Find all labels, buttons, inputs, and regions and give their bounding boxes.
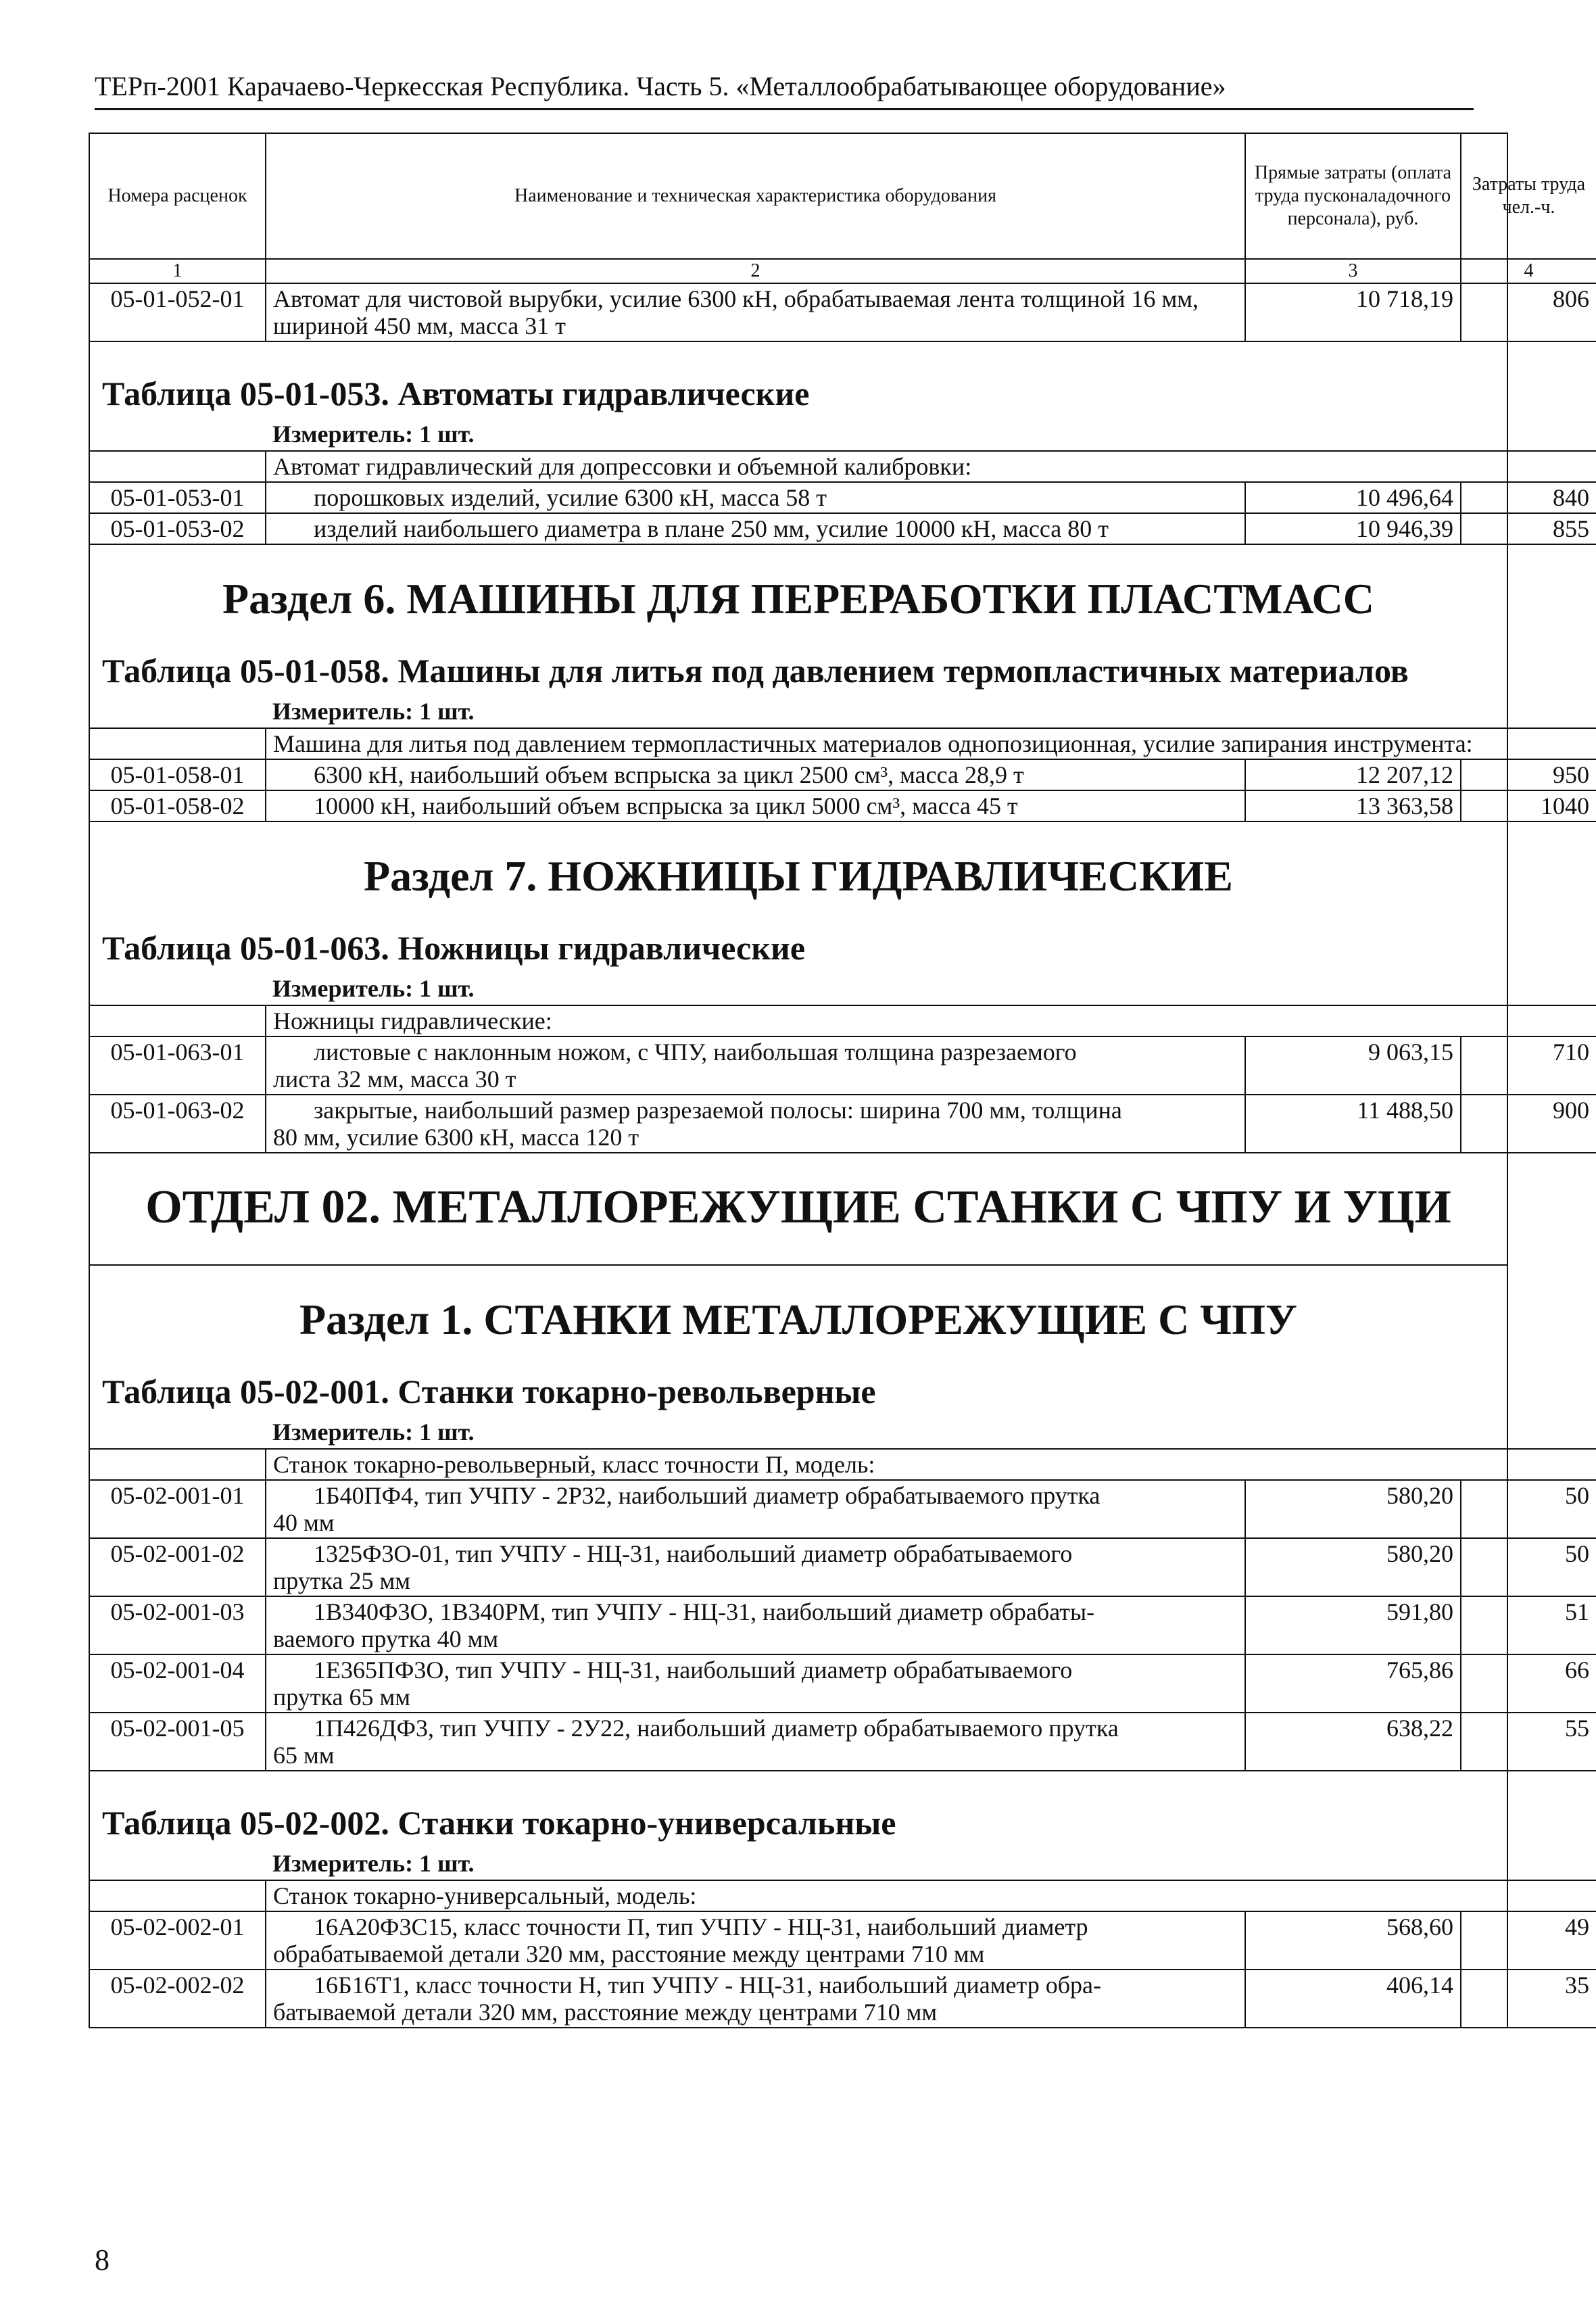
rate-description-first-line: закрытые, наибольший размер разрезаемой полосы: ширина 700 мм, толщина <box>314 1097 1122 1124</box>
table-row <box>90 1036 1596 1095</box>
rate-cost: 10 496,64 <box>1245 482 1461 513</box>
rate-labor: 806 <box>1461 283 1596 341</box>
intro-spacer <box>90 451 266 482</box>
rate-cost: 12 207,12 <box>1245 759 1461 790</box>
rates-table-2002 <box>90 1880 1596 2028</box>
intro-spacer <box>90 1005 266 1036</box>
rate-description-first-line: листовые с наклонным ножом, с ЧПУ, наибольшая толщина разрезаемого <box>314 1039 1077 1066</box>
rate-labor: 50 <box>1461 1480 1596 1538</box>
header-rule <box>95 108 1474 110</box>
unit-of-measure: Измеритель: 1 шт. <box>272 698 475 725</box>
rate-cost: 10 718,19 <box>1245 283 1461 341</box>
intro-spacer <box>90 1449 266 1480</box>
table-title: Таблица 05-01-063. Ножницы гидравлические <box>102 929 806 967</box>
table-row <box>90 790 1596 821</box>
rate-code: 05-02-001-02 <box>90 1538 266 1596</box>
table-intro: Машина для литья под давлением термопластичных материалов однопозиционная, усилие запирания инструмента: <box>266 728 1596 759</box>
rate-labor: 950 <box>1461 759 1596 790</box>
rates-table-053 <box>90 450 1596 545</box>
rate-code: 05-01-052-01 <box>90 283 266 341</box>
rate-cost: 580,20 <box>1245 1538 1461 1596</box>
rate-description-continuation: батываемой детали 320 мм, расстояние между центрами 710 мм <box>273 1999 938 2026</box>
rate-labor: 66 <box>1461 1654 1596 1713</box>
page-number: 8 <box>95 2243 110 2276</box>
rate-labor: 900 <box>1461 1095 1596 1153</box>
intro-spacer <box>90 728 266 759</box>
rate-description <box>266 1654 1245 1713</box>
rate-description-text: изделий наибольшего диаметра в плане 250 мм, усилие 10000 кН, масса 80 т <box>314 515 1109 542</box>
unit-of-measure: Измеритель: 1 шт. <box>272 975 475 1002</box>
rate-cost: 11 488,50 <box>1245 1095 1461 1153</box>
table-row <box>90 759 1596 790</box>
rate-code: 05-02-002-01 <box>90 1911 266 1970</box>
table-row <box>90 283 1596 341</box>
rate-description-first-line: 1Б40ПФ4, тип УЧПУ - 2Р32, наибольший диаметр обрабатываемого прутка <box>314 1482 1101 1509</box>
table-row <box>90 1713 1596 1771</box>
table-title: Таблица 05-02-002. Станки токарно-универсальные <box>102 1804 896 1842</box>
rate-description-text: 6300 кН, наибольший объем вспрыска за цикл 2500 см³, масса 28,9 т <box>314 761 1024 788</box>
table-intro: Станок токарно-револьверный, класс точности П, модель: <box>266 1449 1596 1480</box>
rate-code: 05-02-002-02 <box>90 1970 266 2028</box>
rate-code: 05-02-001-05 <box>90 1713 266 1771</box>
section-title: Раздел 6. МАШИНЫ ДЛЯ ПЕРЕРАБОТКИ ПЛАСТМАСС <box>222 575 1374 623</box>
rate-description <box>266 790 1245 821</box>
rate-cost: 580,20 <box>1245 1480 1461 1538</box>
rates-table-063 <box>90 1005 1596 1153</box>
rate-cost: 765,86 <box>1245 1654 1461 1713</box>
rate-labor: 55 <box>1461 1713 1596 1771</box>
rate-description <box>266 1036 1245 1095</box>
running-header: ТЕРп-2001 Карачаево-Черкесская Республика. Часть 5. «Металлообрабатывающее оборудование» <box>95 71 1226 101</box>
rate-cost: 10 946,39 <box>1245 513 1461 544</box>
rate-labor: 35 <box>1461 1970 1596 2028</box>
column-header-cost: Прямые затраты (оплата труда пусконаладочного персонала), руб. <box>1245 134 1461 259</box>
rate-description <box>266 1911 1245 1970</box>
rate-description <box>266 1596 1245 1654</box>
table-row <box>90 1538 1596 1596</box>
table-row <box>90 1480 1596 1538</box>
rate-cost: 638,22 <box>1245 1713 1461 1771</box>
rate-description <box>266 513 1245 544</box>
table-row <box>90 1970 1596 2028</box>
rate-code: 05-02-001-03 <box>90 1596 266 1654</box>
column-header-labor: Затраты труда чел.-ч. <box>1461 134 1596 259</box>
rate-description <box>266 1095 1245 1153</box>
table-row <box>90 1654 1596 1713</box>
rates-sheet <box>89 133 1590 2028</box>
column-header-name: Наименование и техническая характеристика оборудования <box>266 134 1245 259</box>
rate-labor: 49 <box>1461 1911 1596 1970</box>
table-intro: Станок токарно-универсальный, модель: <box>266 1880 1596 1911</box>
rate-description-first-line: 16Б16Т1, класс точности Н, тип УЧПУ - НЦ-31, наибольший диаметр обра- <box>314 1972 1101 1999</box>
column-number: 1 <box>90 259 266 283</box>
rate-description-continuation: 40 мм <box>273 1509 335 1536</box>
column-number: 4 <box>1461 259 1596 283</box>
rate-labor: 840 <box>1461 482 1596 513</box>
rate-description <box>266 1480 1245 1538</box>
rate-description-continuation: листа 32 мм, масса 30 т <box>273 1066 516 1093</box>
rate-description-continuation: прутка 25 мм <box>273 1567 411 1594</box>
table-title: Таблица 05-01-058. Машины для литья под давлением термопластичных материалов <box>102 652 1409 690</box>
rate-description-first-line: 1325Ф3О-01, тип УЧПУ - НЦ-31, наибольший диаметр обрабатываемого <box>314 1540 1073 1567</box>
rate-labor: 51 <box>1461 1596 1596 1654</box>
table-row <box>90 1095 1596 1153</box>
rates-table-2001 <box>90 1448 1596 1771</box>
rate-description-text: 10000 кН, наибольший объем вспрыска за цикл 5000 см³, масса 45 т <box>314 792 1018 819</box>
table-row <box>90 513 1596 544</box>
rate-code: 05-01-058-02 <box>90 790 266 821</box>
table-row <box>90 1596 1596 1654</box>
column-number: 3 <box>1245 259 1461 283</box>
rate-description-text: порошковых изделий, усилие 6300 кН, масса 58 т <box>314 484 827 511</box>
column-header-code: Номера расценок <box>90 134 266 259</box>
rate-description-continuation: прутка 65 мм <box>273 1684 411 1711</box>
rate-description-first-line: 1В340Ф3О, 1В340РМ, тип УЧПУ - НЦ-31, наибольший диаметр обрабаты- <box>314 1598 1095 1625</box>
rate-description <box>266 1713 1245 1771</box>
rate-description: Автомат для чистовой вырубки, усилие 6300 кН, обрабатываемая лента толщиной 16 мм, шириной 450 мм, масса 31 т <box>266 283 1245 341</box>
unit-of-measure: Измеритель: 1 шт. <box>272 1418 475 1446</box>
rate-code: 05-01-053-01 <box>90 482 266 513</box>
table-intro: Автомат гидравлический для допрессовки и объемной калибровки: <box>266 451 1596 482</box>
rate-labor: 50 <box>1461 1538 1596 1596</box>
table-intro: Ножницы гидравлические: <box>266 1005 1596 1036</box>
column-header-table <box>90 134 1596 342</box>
rate-description-continuation: обрабатываемой детали 320 мм, расстояние между центрами 710 мм <box>273 1940 985 1967</box>
rate-cost: 568,60 <box>1245 1911 1461 1970</box>
rate-code: 05-02-001-01 <box>90 1480 266 1538</box>
table-title: Таблица 05-01-053. Автоматы гидравлические <box>102 375 810 412</box>
rate-labor: 855 <box>1461 513 1596 544</box>
rate-code: 05-02-001-04 <box>90 1654 266 1713</box>
rate-code: 05-01-063-01 <box>90 1036 266 1095</box>
department-title: ОТДЕЛ 02. МЕТАЛЛОРЕЖУЩИЕ СТАНКИ С ЧПУ И УЦИ <box>145 1181 1451 1233</box>
rate-labor: 710 <box>1461 1036 1596 1095</box>
rate-cost: 13 363,58 <box>1245 790 1461 821</box>
rate-labor: 1040 <box>1461 790 1596 821</box>
rate-description <box>266 1970 1245 2028</box>
rate-description-first-line: 1П426ДФ3, тип УЧПУ - 2У22, наибольший диаметр обрабатываемого прутка <box>314 1715 1119 1742</box>
rate-description-continuation: 65 мм <box>273 1742 335 1769</box>
rate-code: 05-01-063-02 <box>90 1095 266 1153</box>
rate-cost: 9 063,15 <box>1245 1036 1461 1095</box>
column-number: 2 <box>266 259 1245 283</box>
rate-cost: 406,14 <box>1245 1970 1461 2028</box>
intro-spacer <box>90 1880 266 1911</box>
rate-description-continuation: ваемого прутка 40 мм <box>273 1625 499 1652</box>
rate-code: 05-01-058-01 <box>90 759 266 790</box>
rates-table-058 <box>90 727 1596 822</box>
rate-description <box>266 482 1245 513</box>
rate-description-continuation: 80 мм, усилие 6300 кН, масса 120 т <box>273 1124 639 1151</box>
table-row <box>90 1911 1596 1970</box>
rate-description <box>266 759 1245 790</box>
rate-code: 05-01-053-02 <box>90 513 266 544</box>
table-row <box>90 482 1596 513</box>
unit-of-measure: Измеритель: 1 шт. <box>272 421 475 448</box>
rate-description <box>266 1538 1245 1596</box>
table-title: Таблица 05-02-001. Станки токарно-револьверные <box>102 1373 876 1410</box>
section-title: Раздел 7. НОЖНИЦЫ ГИДРАВЛИЧЕСКИЕ <box>364 852 1233 900</box>
section-title: Раздел 1. СТАНКИ МЕТАЛЛОРЕЖУЩИЕ С ЧПУ <box>299 1295 1298 1343</box>
rate-description-first-line: 16А20Ф3С15, класс точности П, тип УЧПУ - НЦ-31, наибольший диаметр <box>314 1913 1088 1940</box>
unit-of-measure: Измеритель: 1 шт. <box>272 1850 475 1877</box>
rate-description-first-line: 1Е365ПФ3О, тип УЧПУ - НЦ-31, наибольший диаметр обрабатываемого <box>314 1656 1073 1684</box>
rate-cost: 591,80 <box>1245 1596 1461 1654</box>
